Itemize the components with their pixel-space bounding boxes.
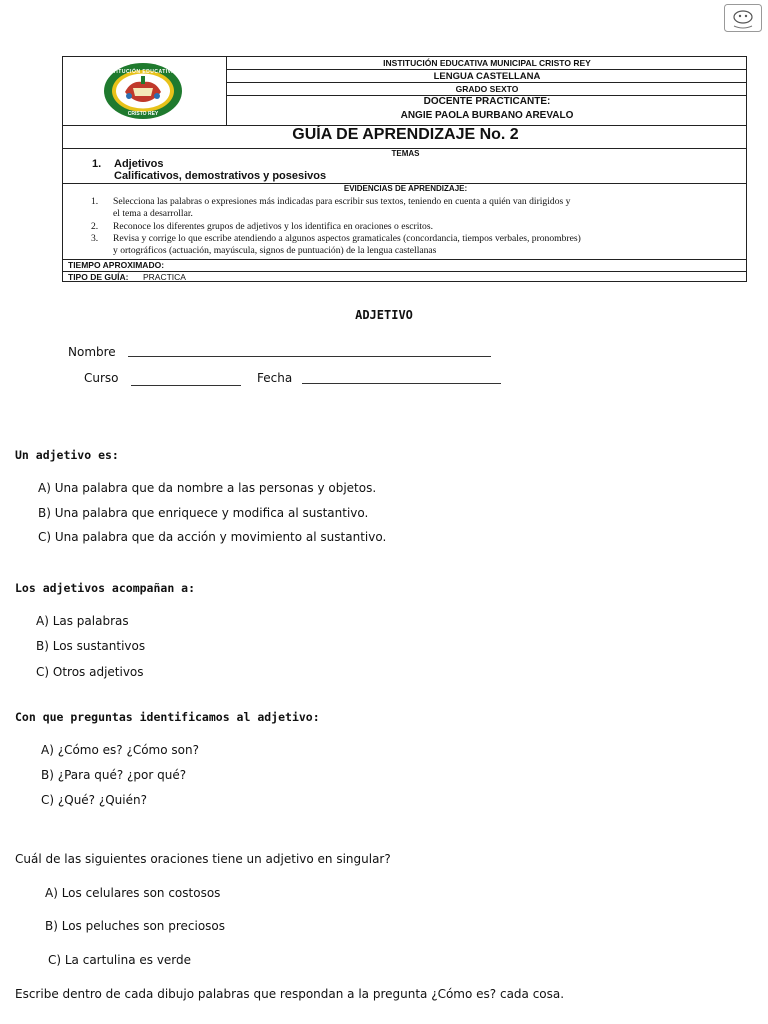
topics-label: TEMAS — [391, 149, 420, 158]
corner-logo-icon — [724, 4, 762, 32]
topic-line-2: Calificativos, demostrativos y posesivos — [114, 170, 327, 182]
answer-option: C) Una palabra que da acción y movimiento al sustantivo. — [38, 530, 387, 544]
topic-number: 1. — [92, 158, 102, 170]
date-field[interactable] — [302, 383, 501, 384]
teacher-label: DOCENTE PRACTICANTE: — [423, 96, 551, 107]
name-field[interactable] — [128, 356, 491, 357]
answer-option: C) Otros adjetivos — [36, 665, 144, 679]
question-prompt: Con que preguntas identificamos al adjetivo: — [15, 710, 320, 724]
teacher-name: ANGIE PAOLA BURBANO AREVALO — [400, 110, 574, 121]
answer-option: A) Los celulares son costosos — [45, 886, 221, 900]
answer-option: C) ¿Qué? ¿Quién? — [41, 793, 147, 807]
type-value: PRACTICA — [143, 272, 186, 282]
institution-name: INSTITUCIÓN EDUCATIVA MUNICIPAL CRISTO REY — [383, 58, 591, 68]
logo-text-top: INSTITUCIÓN EDUCATIVA MUNICIPAL — [103, 69, 209, 75]
course-field[interactable] — [131, 385, 241, 386]
answer-option: A) Las palabras — [36, 614, 129, 628]
answer-option: C) La cartulina es verde — [48, 953, 192, 967]
evidence-label: EVIDENCIAS DE APRENDIZAJE: — [343, 184, 468, 193]
guide-title: GUÍA DE APRENDIZAJE No. 2 — [292, 126, 519, 143]
answer-option: A) ¿Cómo es? ¿Cómo son? — [41, 743, 199, 757]
grade-label: GRADO SEXTO — [455, 84, 519, 94]
question-prompt: Los adjetivos acompañan a: — [15, 581, 196, 595]
date-label: Fecha — [257, 371, 293, 385]
worksheet-title: ADJETIVO — [355, 308, 413, 322]
answer-option: B) ¿Para qué? ¿por qué? — [41, 768, 187, 782]
name-label: Nombre — [68, 345, 116, 359]
final-instruction: Escribe dentro de cada dibujo palabras que respondan a la pregunta ¿Cómo es? cada cosa. — [15, 987, 565, 1001]
course-label: Curso — [84, 371, 119, 385]
topic-line-1: Adjetivos — [114, 158, 164, 170]
header-table: INSTITUCIÓN EDUCATIVA MUNICIPAL CRISTO REY INSTITUCIÓN EDUCATIVA MUNICIPAL CRISTO REY LENGUA CASTELLANA GRADO SEXTO DOCENTE PRACTICANTE: ANGIE PAOLA BURBANO AREVALO GUÍA DE APRENDIZAJE No. 2 TEMAS 1. Adjetivos Calificativos, demostrativos y posesivos EVIDENCIAS DE APRENDIZAJE: 1. Selecciona las palabras o expresiones más indicadas para escribir sus textos, teniendo en cuenta a quién van dirigidos y el tema a desarrollar. 2. Reconoce los diferentes grupos de adjetivos y los identifica en oraciones o escritos. 3. Revisa y corrige lo que escribe atendiendo a algunos aspectos gramaticales (concordancia, tiempos verbales, pronombres) y ortográficos (actuación, mayúscula, signos de puntuación) de la lengua castellanas TIEMPO APROXIMADO: TIPO DE GUÍA: PRACTICA — [62, 56, 747, 282]
logo-text-bottom: CRISTO REY — [127, 111, 159, 117]
answer-option: B) Los peluches son preciosos — [45, 919, 226, 933]
subject-name: LENGUA CASTELLANA — [433, 71, 541, 82]
question-prompt: Cuál de las siguientes oraciones tiene un adjetivo en singular? — [15, 852, 391, 866]
time-label: TIEMPO APROXIMADO: — [68, 260, 165, 270]
type-label: TIPO DE GUÍA: — [68, 272, 129, 282]
answer-option: A) Una palabra que da nombre a las personas y objetos. — [38, 481, 377, 495]
question-prompt: Un adjetivo es: — [15, 448, 119, 462]
answer-option: B) Los sustantivos — [36, 639, 146, 653]
answer-option: B) Una palabra que enriquece y modifica al sustantivo. — [38, 506, 369, 520]
